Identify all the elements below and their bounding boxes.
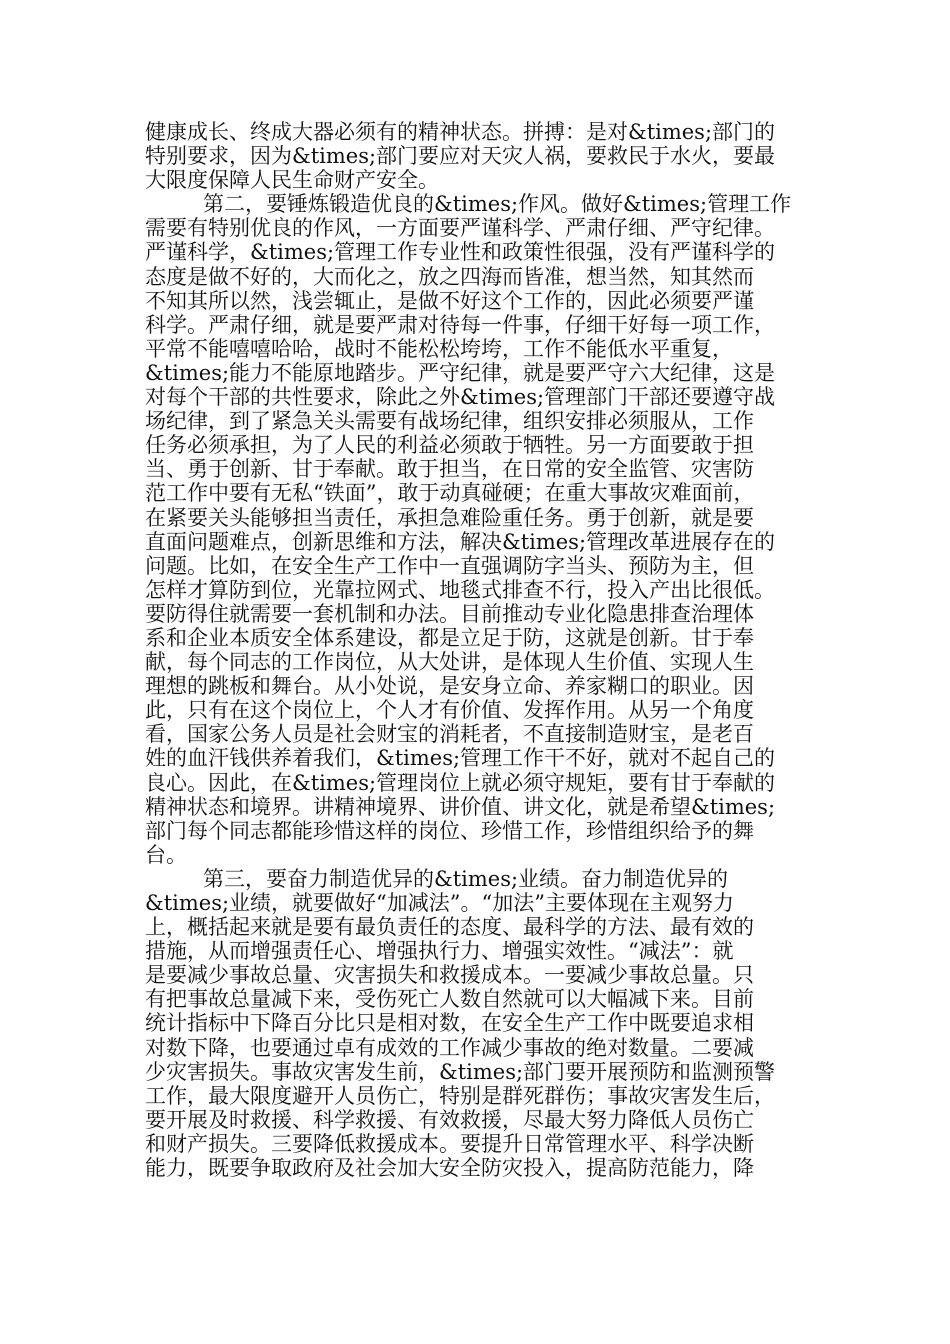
text-line: 科学。严肃仔细，就是要严肃对待每一件事，仔细干好每一项工作， xyxy=(145,312,775,337)
text-line: 健康成长、终成大器必须有的精神状态。拼搏：是对&times;部门的 xyxy=(145,120,776,144)
text-line: &times;能力不能原地踏步。严守纪律，就是要严守六大纪律，这是 xyxy=(145,360,776,385)
text-line: 任务必须承担，为了人民的利益必须敢于牺牲。另一方面要敢于担 xyxy=(145,433,754,458)
text-line: 对每个干部的共性要求，除此之外&times;管理部门干部还要遵守战 xyxy=(145,385,776,410)
paragraph-start-line: 第三，要奋力制造优异的&times;业绩。奋力制造优异的 xyxy=(203,866,729,891)
paragraph-start-line: 第二，要锤炼锻造优良的&times;作风。做好&times;管理工作 xyxy=(203,192,792,217)
text-line: 对数下降，也要通过卓有成效的工作减少事故的绝对数量。二要减 xyxy=(145,1035,754,1060)
text-line: 良心。因此，在&times;管理岗位上就必须守规矩，要有甘于奉献的 xyxy=(145,770,776,795)
text-line: 需要有特别优良的作风，一方面要严谨科学、严肃仔细、严守纪律。 xyxy=(145,216,775,241)
text-line: 理想的跳板和舞台。从小处说，是安身立命、养家糊口的职业。因 xyxy=(145,674,754,699)
text-line: 问题。比如，在安全生产工作中一直强调防字当头、预防为主，但 xyxy=(145,553,754,578)
text-line: 当、勇于创新、甘于奉献。敢于担当，在日常的安全监管、灾害防 xyxy=(145,457,754,482)
text-line: 姓的血汗钱供养着我们，&times;管理工作干不好，就对不起自己的 xyxy=(145,746,776,771)
text-line: 直面问题难点，创新思维和方法，解决&times;管理改革进展存在的 xyxy=(145,529,776,554)
text-line: &times;业绩，就要做好“加减法”。“加法”主要体现在主观努力 xyxy=(145,891,734,915)
text-line: 有把事故总量减下来，受伤死亡人数自然就可以大幅减下来。目前 xyxy=(145,987,754,1012)
text-line: 措施，从而增强责任心、增强执行力、增强实效性。“减法”：就 xyxy=(145,939,734,964)
text-line: 态度是做不好的，大而化之，放之四海而皆准，想当然，知其然而 xyxy=(145,264,754,289)
text-line: 是要减少事故总量、灾害损失和救援成本。一要减少事故总量。只 xyxy=(145,963,754,988)
text-line: 范工作中要有无私“铁面”，敢于动真碰硬；在重大事故灾难面前， xyxy=(145,481,755,506)
text-line: 严谨科学，&times;管理工作专业性和政策性很强，没有严谨科学的 xyxy=(145,240,776,265)
text-line: 要防得住就需要一套机制和办法。目前推动专业化隐患排查治理体 xyxy=(145,601,754,626)
text-line: 上，概括起来就是要有最负责任的态度、最科学的方法、最有效的 xyxy=(145,915,754,940)
text-line: 台。 xyxy=(145,842,187,867)
text-line: 特别要求，因为&times;部门要应对天灾人祸，要救民于水火，要最 xyxy=(145,144,776,169)
text-line: 看，国家公务人员是社会财宝的消耗者，不直接制造财宝，是老百 xyxy=(145,722,754,747)
text-line: 少灾害损失。事故灾害发生前，&times;部门要开展预防和监测预警 xyxy=(145,1059,776,1084)
text-line: 平常不能嘻嘻哈哈，战时不能松松垮垮，工作不能低水平重复， xyxy=(145,336,733,361)
text-line: 场纪律，到了紧急关头需要有战场纪律，组织安排必须服从，工作 xyxy=(145,409,754,434)
text-line: 系和企业本质安全体系建设，都是立足于防，这就是创新。甘于奉 xyxy=(145,625,754,650)
text-line: 和财产损失。三要降低救援成本。要提升日常管理水平、科学决断 xyxy=(145,1131,754,1156)
text-line: 能力，既要争取政府及社会加大安全防灾投入，提高防范能力，降 xyxy=(145,1156,754,1181)
text-line: 大限度保障人民生命财产安全。 xyxy=(145,168,439,193)
text-line: 精神状态和境界。讲精神境界、讲价值、讲文化，就是希望&times; xyxy=(145,794,776,819)
text-line: 此，只有在这个岗位上，个人才有价值、发挥作用。从另一个角度 xyxy=(145,698,754,723)
document-page xyxy=(145,120,805,1180)
text-line: 在紧要关头能够担当责任，承担急难险重任务。勇于创新，就是要 xyxy=(145,505,754,530)
text-line: 工作，最大限度避开人员伤亡，特别是群死群伤；事故灾害发生后， xyxy=(145,1083,775,1108)
text-line: 怎样才算防到位，光靠拉网式、地毯式排查不行，投入产出比很低。 xyxy=(145,577,775,602)
text-line: 不知其所以然，浅尝辄止，是做不好这个工作的，因此必须要严谨 xyxy=(145,288,754,313)
text-line: 要开展及时救援、科学救援、有效救援，尽最大努力降低人员伤亡 xyxy=(145,1107,754,1132)
text-line: 统计指标中下降百分比只是相对数，在安全生产工作中既要追求相 xyxy=(145,1011,754,1036)
text-line: 部门每个同志都能珍惜这样的岗位、珍惜工作，珍惜组织给予的舞 xyxy=(145,818,754,843)
text-line: 献，每个同志的工作岗位，从大处讲，是体现人生价值、实现人生 xyxy=(145,650,754,675)
